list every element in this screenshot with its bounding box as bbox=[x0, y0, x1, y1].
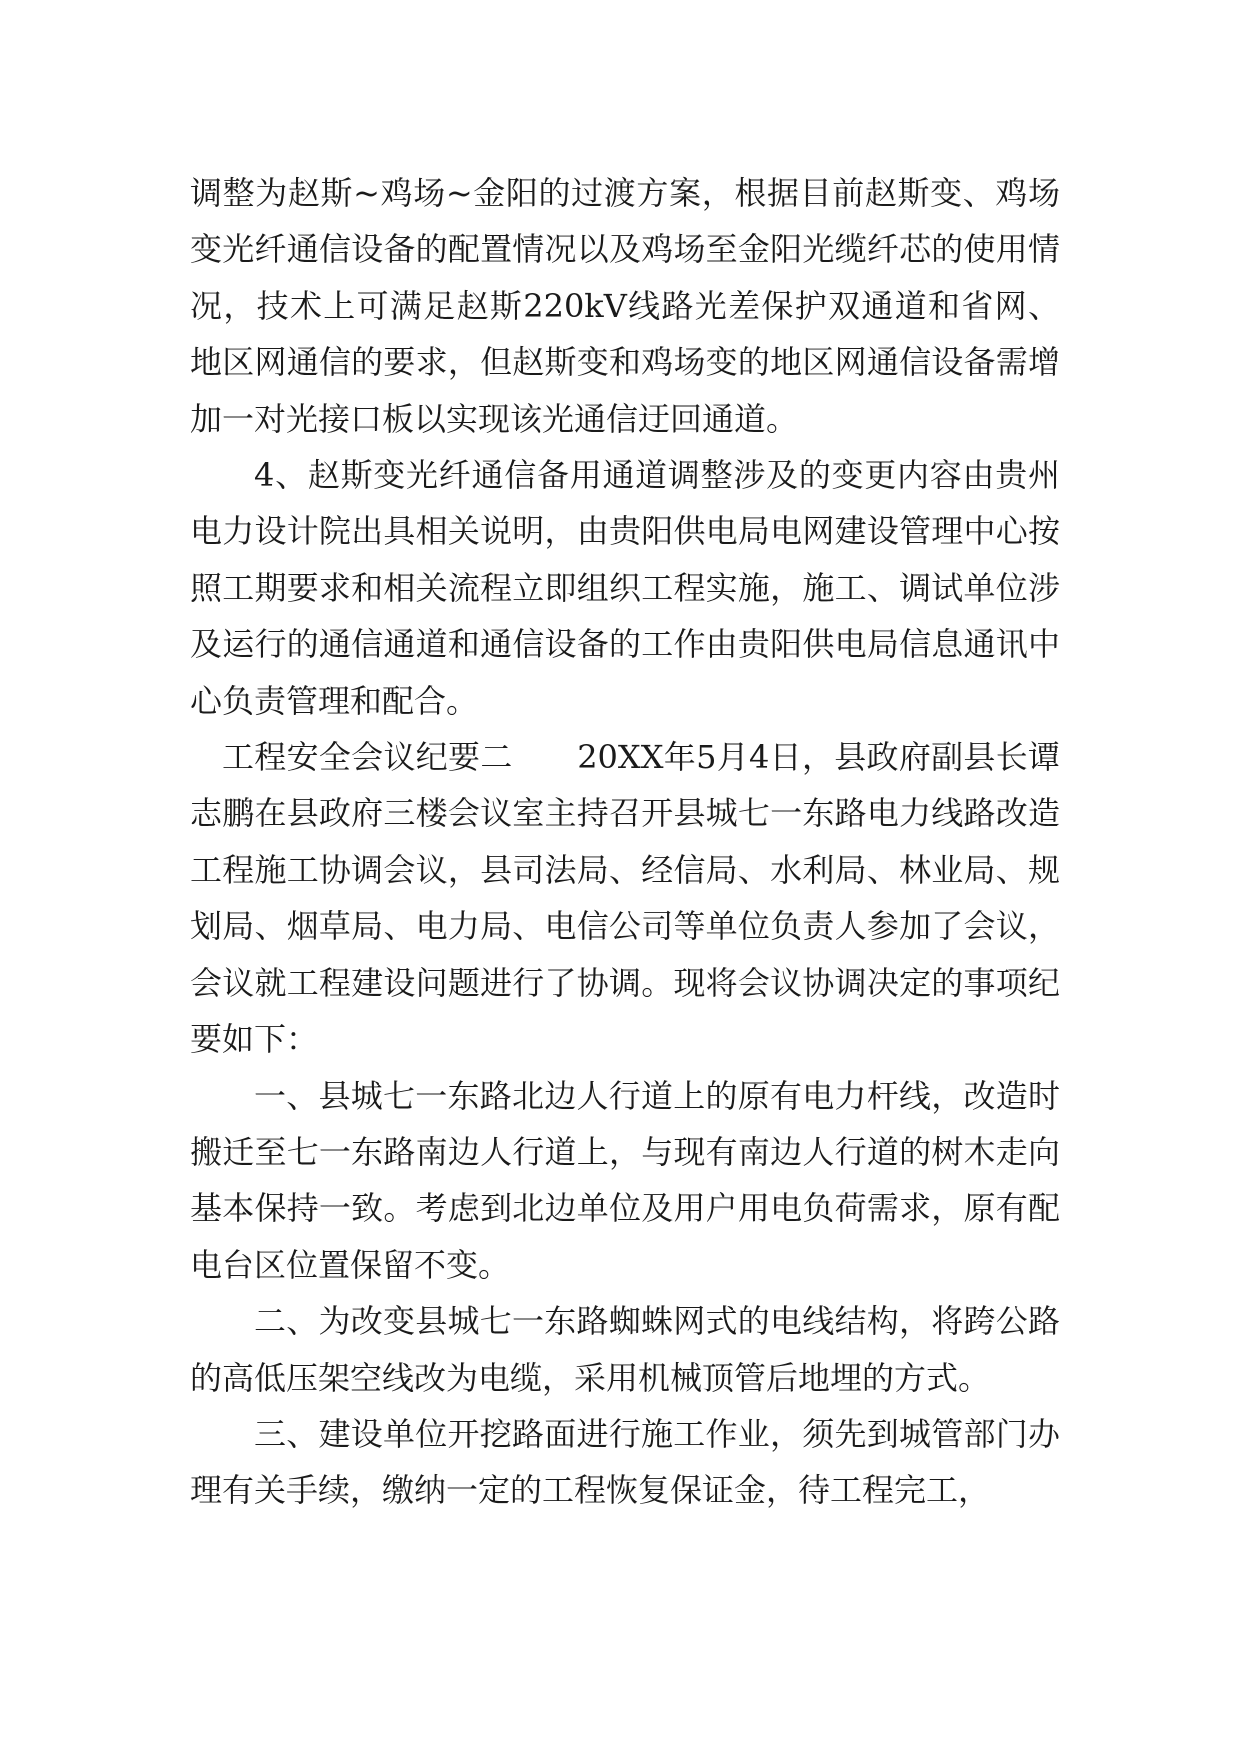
paragraph-continuation: 调整为赵斯~鸡场~金阳的过渡方案，根据目前赵斯变、鸡场变光纤通信设备的配置情况以及鸡场至金阳光缆纤芯的使用情况，技术上可满足赵斯220kV线路光差保护双通道和省网、地区网通信的要求，但赵斯变和鸡场变的地区网通信设备需增加一对光接口板以实现该光通信迂回通道。 bbox=[190, 174, 1060, 438]
paragraph-item-two: 二、为改变县城七一东路蜘蛛网式的电线结构，将跨公路的高低压架空线改为电缆，采用机械顶管后地埋的方式。 bbox=[190, 1302, 1060, 1397]
paragraph-item-one: 一、县城七一东路北边人行道上的原有电力杆线，改造时搬迁至七一东路南边人行道上，与现有南边人行道的树木走向基本保持一致。考虑到北边单位及用户用电负荷需求，原有配电台区位置保留不变。 bbox=[190, 1076, 1060, 1284]
paragraph-item-4: 4、赵斯变光纤通信备用通道调整涉及的变更内容由贵州电力设计院出具相关说明，由贵阳供电局电网建设管理中心按照工期要求和相关流程立即组织工程实施，施工、调试单位涉及运行的通信通道和通信设备的工作由贵阳供电局信息通讯中心负责管理和配合。 bbox=[190, 456, 1060, 720]
paragraph-item-three: 三、建设单位开挖路面进行施工作业，须先到城管部门办理有关手续，缴纳一定的工程恢复保证金，待工程完工， bbox=[190, 1414, 1060, 1510]
document-body bbox=[190, 165, 1060, 1519]
paragraph-meeting-summary-2: 工程安全会议纪要二 20XX年5月4日，县政府副县长谭志鹏在县政府三楼会议室主持召开县城七一东路电力线路改造工程施工协调会议，县司法局、经信局、水利局、林业局、规划局、烟草局、电力局、电信公司等单位负责人参加了会议，会议就工程建设问题进行了协调。现将会议协调决定的事项纪要如下： bbox=[190, 738, 1060, 1059]
